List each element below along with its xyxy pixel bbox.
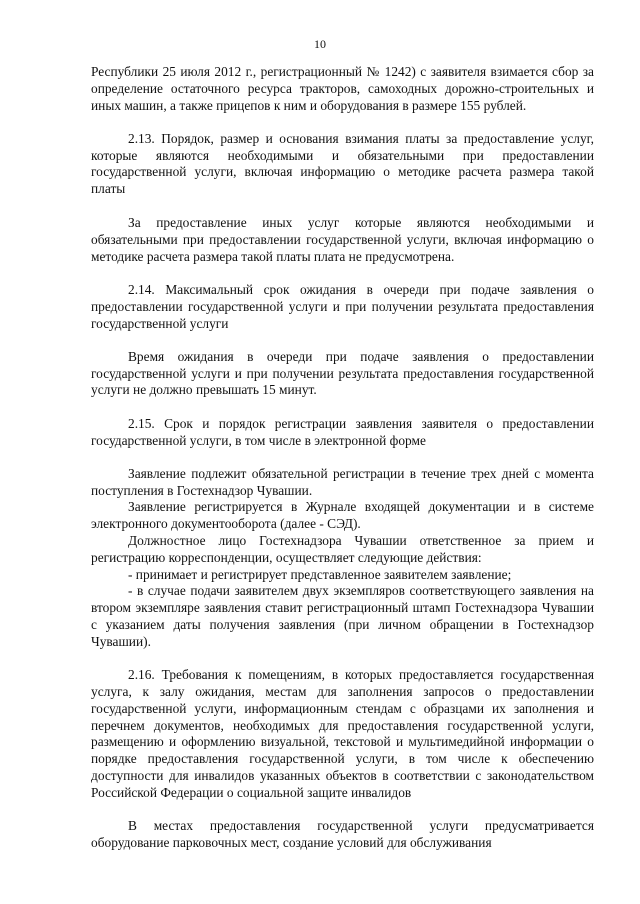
paragraph-no-fee: За предоставление иных услуг которые являются необходимыми и обязательными при предоставлении государственной услуги, включая информацию о методике расчета размера такой платы плата не предусмотрена. xyxy=(91,215,594,264)
list-item-accept-register: - принимает и регистрирует представленное заявителем заявление; xyxy=(128,566,512,582)
page-number: 10 xyxy=(314,37,326,51)
document-body xyxy=(91,64,594,852)
paragraph-wait-time: Время ожидания в очереди при подаче заявления о предоставлении государственной услуги и при получении результата предоставления государственной услуги не должно превышать 15 минут. xyxy=(91,348,594,398)
paragraph-official-actions: Должностное лицо Гостехнадзора Чувашии ответственное за прием и регистрацию корреспонденции, осуществляет следующие действия: xyxy=(91,533,594,565)
section-heading-2-14: 2.14. Максимальный срок ожидания в очереди при подаче заявления о предоставлении государственной услуги и при получении результата предоставления государственной услуги xyxy=(91,281,594,331)
paragraph-registration-term: Заявление подлежит обязательной регистрации в течение трех дней с момента поступления в Гостехнадзор Чувашии. xyxy=(91,465,594,498)
paragraph-registration-journal: Заявление регистрируется в Журнале входящей документации и в системе электронного документооборота (далее - СЭД). xyxy=(91,499,594,532)
paragraph-fee-amount: Республики 25 июля 2012 г., регистрационный № 1242) с заявителя взимается сбор за определение остаточного ресурса тракторов, самоходных дорожно-строительных и иных машин, а также прицепов к ним и оборудования в размере 155 рублей. xyxy=(91,64,594,113)
paragraph-parking: В местах предоставления государственной услуги предусматривается оборудование парковочных мест, создание условий для обслуживания xyxy=(91,817,594,850)
section-heading-2-16: 2.16. Требования к помещениям, в которых предоставляется государственная услуга, к залу ожидания, местам для заполнения запросов о предоставлении государственной услуги, информационным стендам с образцами их заполнения и перечнем документов, необходимых для предоставления государственной услуги, размещению и оформлению визуальной, текстовой и мультимедийной информации о порядке предоставления государственной услуги, в том числе к обеспечению доступности для инвалидов указанных объектов в соответствии с законодательством Российской Федерации о социальной защите инвалидов xyxy=(91,667,594,800)
section-heading-2-13: 2.13. Порядок, размер и основания взимания платы за предоставление услуг, которые являются необходимыми и обязательными при предоставлении государственной услуги, включая информацию о методике расчета размера такой платы xyxy=(91,130,594,197)
section-heading-2-15: 2.15. Срок и порядок регистрации заявления заявителя о предоставлении государственной услуги, в том числе в электронной форме xyxy=(91,415,594,448)
list-item-stamp-copy: - в случае подачи заявителем двух экземпляров соответствующего заявления на втором экземпляре заявления ставит регистрационный штамп Гостехнадзора Чувашии с указанием даты получения заявления (при личном обращении в Гостехнадзор Чувашии). xyxy=(91,583,594,649)
